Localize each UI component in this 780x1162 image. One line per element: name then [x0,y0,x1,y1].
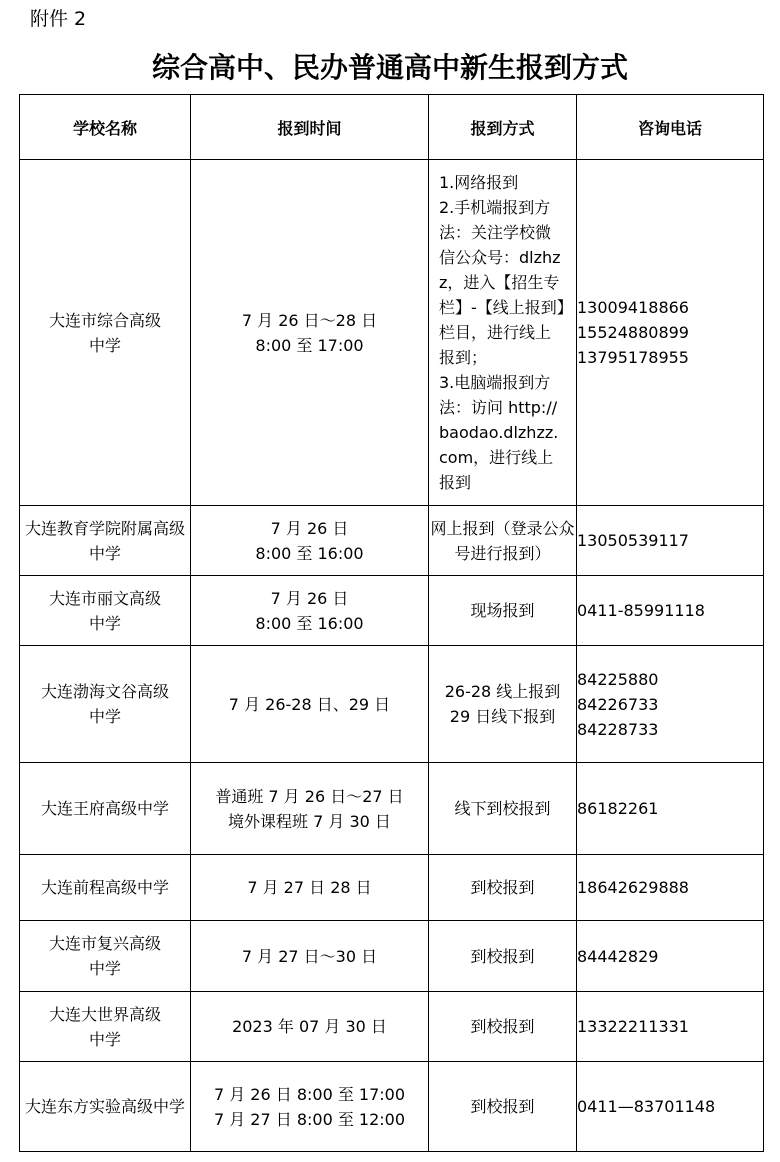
phone-number: 0411—83701148 [577,1097,716,1116]
time-line: 境外课程班 7 月 30 日 [228,811,391,831]
method-line: 29 日线下报到 [449,707,556,726]
phone-number: 13050539117 [577,531,689,550]
time-cell [191,921,429,992]
table-header-row [20,95,764,160]
school-name-cell [20,921,191,992]
method-line: 现场报到 [470,601,535,620]
phone-number: 13009418866 [577,298,689,317]
method-cell [429,576,577,646]
attachment-label: 附件 2 [30,8,87,30]
time-cell [191,992,429,1062]
time-line: 7 月 27 日 28 日 [247,878,372,897]
school-name-cell [20,646,191,763]
method-cell [429,992,577,1062]
document-title: 综合高中、民办普通高中新生报到方式 [151,51,628,84]
method-line: 2.手机端报到方法：关注学校微信公众号：dlzhzz，进入【招生专栏】-【线上报到】栏目，进行线上报到； [439,198,565,367]
school-name: 大连东方实验高级中学 [24,1097,185,1116]
time-cell [191,576,429,646]
method-line: 到校报到 [470,1097,535,1116]
method-cell [429,921,577,992]
phone-number: 13795178955 [577,348,689,367]
method-line: 线下到校报到 [454,799,551,818]
method-line: 网上报到（登录公众号进行报到） [430,518,575,563]
school-name: 大连前程高级中学 [40,878,169,897]
school-name: 大连市丽文高级中学 [48,588,161,633]
time-cell [191,646,429,763]
school-name-cell [20,763,191,855]
school-name-cell [20,1062,191,1152]
table-row [20,646,764,763]
table-row [20,506,764,576]
time-cell [191,855,429,921]
phone-number: 86182261 [577,799,659,818]
phone-number: 13322211331 [577,1017,689,1036]
method-cell [429,855,577,921]
method-line: 到校报到 [470,946,535,966]
school-name-cell [20,855,191,921]
phone-number: 84225880 [577,669,659,689]
time-line: 7 月 26 日 [270,588,349,608]
phone-cell [577,921,764,992]
school-name: 大连市综合高级中学 [48,310,161,355]
time-line: 7 月 27 日～30 日 [241,946,378,966]
phone-number: 84442829 [577,946,659,966]
table-row [20,763,764,855]
time-line: 普通班 7 月 26 日～27 日 [215,786,404,806]
method-line: 到校报到 [470,878,535,897]
method-cell [429,763,577,855]
table-row [20,992,764,1062]
phone-cell [577,506,764,576]
school-name-cell [20,576,191,646]
time-cell [191,1062,429,1152]
method-cell [429,646,577,763]
time-cell [191,160,429,506]
school-name: 大连大世界高级中学 [48,1004,161,1049]
method-cell [429,506,577,576]
school-name-cell [20,506,191,576]
time-line: 2023 年 07 月 30 日 [232,1017,387,1036]
table-row [20,576,764,646]
phone-cell [577,646,764,763]
time-line: 7 月 26 日～28 日 [241,310,378,330]
phone-cell [577,763,764,855]
phone-cell [577,855,764,921]
time-line: 7 月 26-28 日、29 日 [228,694,391,714]
table-row [20,921,764,992]
header-registration-method: 报到方式 [429,95,577,160]
time-cell [191,763,429,855]
table-row [20,160,764,506]
time-line: 8:00 至 16:00 [255,543,364,563]
time-line: 8:00 至 16:00 [255,613,364,633]
school-name-cell [20,160,191,506]
header-contact-phone: 咨询电话 [577,95,764,160]
phone-number: 15524880899 [577,323,689,342]
phone-cell [577,1062,764,1152]
school-name: 大连渤海文谷高级中学 [40,682,169,726]
phone-number: 0411-85991118 [577,601,705,620]
time-line: 7 月 27 日 8:00 至 12:00 [213,1109,406,1129]
phone-number: 18642629888 [577,878,689,897]
method-cell [429,160,577,506]
method-cell [429,1062,577,1152]
phone-cell [577,576,764,646]
time-line: 8:00 至 17:00 [255,335,364,355]
table-row [20,855,764,921]
time-cell [191,506,429,576]
header-registration-time: 报到时间 [191,95,429,160]
method-line: 3.电脑端报到方法：访问 http://baodao.dlzhzz.com，进行线上报到 [439,373,559,492]
time-line: 7 月 26 日 [270,518,349,538]
school-name: 大连王府高级中学 [40,799,169,818]
table-row [20,1062,764,1152]
phone-cell [577,160,764,506]
school-name-cell [20,992,191,1062]
header-school-name: 学校名称 [20,95,191,160]
time-line: 7 月 26 日 8:00 至 17:00 [213,1084,406,1104]
school-name: 大连市复兴高级中学 [48,934,161,978]
school-name: 大连教育学院附属高级中学 [24,518,185,563]
method-line: 1.网络报到 [439,173,519,192]
method-line: 26-28 线上报到 [444,682,561,701]
phone-cell [577,992,764,1062]
method-line: 到校报到 [470,1017,535,1036]
registration-table [19,94,764,1152]
phone-number: 84226733 [577,694,659,714]
phone-number: 84228733 [577,719,659,739]
